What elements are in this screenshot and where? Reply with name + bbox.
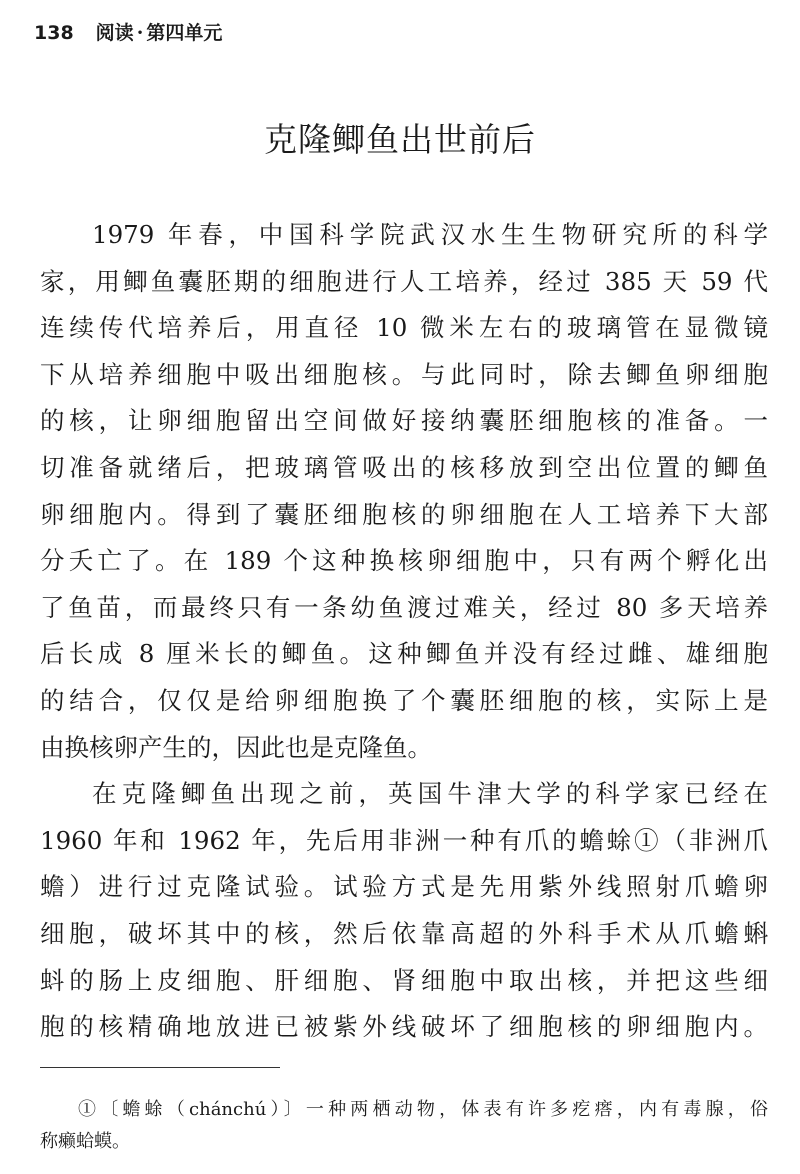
running-header [34, 20, 222, 46]
paragraph-2-line: 细胞，破坏其中的核，然后依靠高超的外科手术从爪蟾蝌 [40, 918, 768, 948]
paragraph-1-line: 了鱼苗，而最终只有一条幼鱼渡过难关，经过 80 多天培养 [40, 592, 768, 622]
paragraph-2-line: 蚪的肠上皮细胞、肝细胞、肾细胞中取出核，并把这些细 [40, 965, 768, 995]
paragraph-1-line: 分夭亡了。在 189 个这种换核卵细胞中，只有两个孵化出 [40, 546, 768, 576]
paragraph-1-line: 的核，让卵细胞留出空间做好接纳囊胚细胞核的准备。一 [40, 406, 768, 436]
paragraph-1-line: 卵细胞内。得到了囊胚细胞核的卵细胞在人工培养下大部 [40, 499, 768, 529]
footnote-divider [40, 1067, 280, 1068]
article-title: 克隆鲫鱼出世前后 [264, 120, 536, 159]
paragraph-1-line: 的结合，仅仅是给卵细胞换了个囊胚细胞的核，实际上是 [40, 685, 768, 715]
footnote [40, 1094, 768, 1158]
paragraph-1-line: 家，用鲫鱼囊胚期的细胞进行人工培养，经过 385 天 59 代 [40, 266, 768, 296]
paragraph-2-line: 蟾）进行过克隆试验。试验方式是先用紫外线照射爪蟾卵 [40, 872, 768, 902]
page-number: 138 [34, 22, 74, 44]
paragraph-2-line: 在克隆鲫鱼出现之前，英国牛津大学的科学家已经在 [92, 779, 768, 809]
footnote-line: 称癞蛤蟆。 [40, 1131, 130, 1152]
paragraph-2-line: 1960 年和 1962 年，先后用非洲一种有爪的蟾蜍①（非洲爪 [40, 825, 768, 855]
paragraph-1-line: 1979 年春，中国科学院武汉水生生物研究所的科学 [92, 220, 768, 249]
paragraph-2-line: 胞的核精确地放进已被紫外线破坏了细胞核的卵细胞内。 [40, 1012, 768, 1042]
article-body [40, 212, 768, 1051]
paragraph-1-line: 连续传代培养后，用直径 10 微米左右的玻璃管在显微镜 [40, 313, 768, 343]
header-section: 阅读 [95, 22, 134, 44]
paragraph-1-line: 切准备就绪后，把玻璃管吸出的核移放到空出位置的鲫鱼 [40, 452, 768, 482]
paragraph-1-line: 由换核卵产生的，因此也是克隆鱼。 [40, 732, 432, 762]
paragraph-1-line: 后长成 8 厘米长的鲫鱼。这种鲫鱼并没有经过雌、雄细胞 [40, 639, 768, 669]
header-unit: 第四单元 [146, 22, 223, 44]
header-separator: · [136, 22, 144, 44]
paragraph-1-line: 下从培养细胞中吸出细胞核。与此同时，除去鲫鱼卵细胞 [40, 359, 768, 389]
footnote-line: ①〔蟾蜍（chánchú）〕一种两栖动物，体表有许多疙瘩，内有毒腺，俗 [78, 1099, 768, 1120]
